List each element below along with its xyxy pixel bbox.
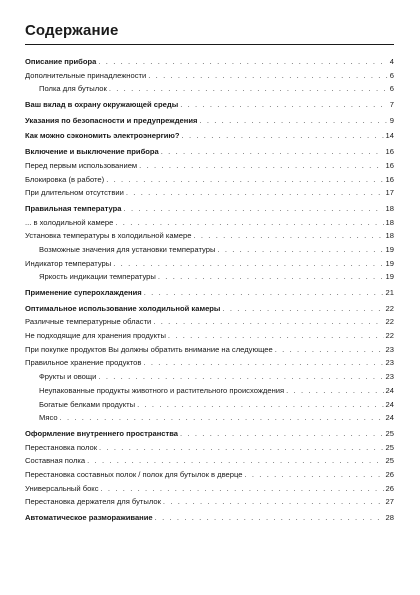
toc-entry[interactable] — [25, 495, 394, 509]
dot-leader — [222, 302, 383, 316]
toc-entry[interactable] — [25, 398, 394, 412]
toc-entry[interactable] — [25, 270, 394, 284]
dot-leader — [98, 370, 383, 384]
toc-entry[interactable] — [25, 98, 394, 112]
dot-leader — [217, 243, 383, 257]
toc-entry-label: Не подходящие для хранения продукты — [25, 331, 166, 341]
toc-entry-page-number: 16 — [385, 174, 394, 184]
toc-entry-label: Возможные значения для установки температуры — [39, 244, 216, 254]
toc-entry-label: ... в холодильной камере — [25, 217, 114, 227]
toc-entry[interactable] — [25, 482, 394, 496]
toc-entry[interactable] — [25, 302, 394, 316]
toc-entry-label: Дополнительные принадлежности — [25, 70, 147, 80]
dot-leader — [182, 129, 384, 143]
dot-leader — [106, 173, 383, 187]
toc-entry-page-number: 28 — [385, 513, 394, 522]
toc-entry[interactable] — [25, 69, 394, 83]
page-title: Содержание — [25, 22, 119, 39]
toc-entry-label: Фрукты и овощи — [39, 372, 97, 382]
dot-leader — [143, 356, 383, 370]
toc-entry-page-number: 17 — [385, 188, 394, 198]
dot-leader — [115, 216, 383, 230]
toc-entry[interactable] — [25, 468, 394, 482]
dot-leader — [99, 441, 384, 455]
toc-entry[interactable] — [25, 343, 394, 357]
toc-entry-page-number: 25 — [385, 442, 394, 452]
toc-entry-label: Перед первым использованием — [25, 160, 138, 170]
toc-entry-page-number: 16 — [385, 147, 394, 157]
dot-leader — [193, 229, 383, 243]
toc-entry-label: Полка для бутылок — [39, 84, 107, 94]
toc-entry[interactable] — [25, 427, 394, 441]
toc-entry[interactable] — [25, 129, 394, 143]
toc-entry-page-number: 6 — [389, 70, 394, 80]
dot-leader — [244, 468, 383, 482]
toc-entry[interactable] — [25, 229, 394, 243]
toc-entry-page-number: 23 — [385, 344, 394, 354]
dot-leader — [126, 186, 384, 200]
toc-entry[interactable] — [25, 286, 394, 300]
toc-entry-label: Блокировка (в работе) — [25, 174, 105, 184]
toc-entry[interactable] — [25, 315, 394, 329]
dot-leader — [163, 495, 384, 509]
dot-leader — [286, 384, 383, 398]
toc-entry-page-number: 7 — [389, 100, 394, 110]
dot-leader — [124, 202, 384, 216]
toc-entry-page-number: 9 — [389, 115, 394, 125]
toc-entry-page-number: 22 — [385, 317, 394, 327]
title-underline — [25, 44, 394, 45]
table-of-contents — [25, 55, 394, 525]
toc-entry-label: Установка температуры в холодильной камере — [25, 231, 192, 241]
toc-entry-page-number: 23 — [385, 372, 394, 382]
dot-leader — [158, 270, 384, 284]
toc-entry-label: При покупке продуктов Вы должны обратить внимание на следующее — [25, 344, 273, 354]
toc-entry-label: Правильное хранение продуктов — [25, 358, 142, 368]
toc-entry[interactable] — [25, 145, 394, 159]
toc-entry-label: Правильная температура — [25, 203, 122, 213]
toc-entry-label: Как можно сэкономить электроэнергию? — [25, 131, 180, 141]
dot-leader — [98, 55, 387, 69]
toc-entry-page-number: 24 — [385, 399, 394, 409]
dot-leader — [168, 329, 384, 343]
toc-entry-page-number: 18 — [385, 231, 394, 241]
toc-entry-page-number: 25 — [385, 428, 394, 438]
toc-entry-page-number: 22 — [385, 303, 394, 313]
dot-leader — [161, 145, 384, 159]
toc-entry[interactable] — [25, 159, 394, 173]
toc-entry-label: Яркость индикации температуры — [39, 272, 156, 282]
dot-leader — [180, 427, 384, 441]
toc-entry-page-number: 6 — [389, 84, 394, 94]
toc-entry-page-number: 18 — [385, 217, 394, 227]
toc-entry-page-number: 4 — [389, 57, 394, 66]
toc-entry-label: Включение и выключение прибора — [25, 147, 159, 157]
toc-entry-label: Ваш вклад в охрану окружающей среды — [25, 100, 179, 110]
toc-entry-page-number: 14 — [385, 131, 394, 141]
dot-leader — [113, 257, 383, 271]
toc-entry[interactable] — [25, 216, 394, 230]
toc-entry[interactable] — [25, 173, 394, 187]
toc-entry-label: Применение суперохлаждения — [25, 288, 142, 297]
toc-entry[interactable] — [25, 202, 394, 216]
toc-entry-label: Различные температурные области — [25, 317, 152, 327]
toc-entry-page-number: 24 — [385, 385, 394, 395]
dot-leader — [87, 454, 383, 468]
dot-leader — [153, 315, 383, 329]
dot-leader — [180, 98, 388, 112]
toc-entry-label: Богатые белками продукты — [39, 399, 136, 409]
toc-entry-page-number: 22 — [385, 331, 394, 341]
toc-entry[interactable] — [25, 511, 394, 525]
dot-leader — [139, 159, 383, 173]
toc-entry[interactable] — [25, 114, 394, 128]
dot-leader — [155, 511, 384, 525]
toc-entry-page-number: 16 — [385, 160, 394, 170]
toc-entry-label: При длительном отсутствии — [25, 188, 124, 198]
toc-entry-label: Мясо — [39, 413, 58, 423]
toc-entry[interactable] — [25, 329, 394, 343]
toc-entry-page-number: 27 — [385, 497, 394, 507]
toc-entry[interactable] — [25, 454, 394, 468]
toc-entry[interactable] — [25, 411, 394, 425]
toc-entry-label: Описание прибора — [25, 57, 97, 66]
dot-leader — [144, 286, 384, 300]
dot-leader — [109, 82, 388, 96]
toc-entry-page-number: 25 — [385, 456, 394, 466]
dot-leader — [148, 69, 388, 83]
toc-entry-page-number: 19 — [385, 272, 394, 282]
toc-entry-page-number: 19 — [385, 244, 394, 254]
dot-leader — [199, 114, 387, 128]
toc-entry[interactable] — [25, 82, 394, 96]
dot-leader — [275, 343, 384, 357]
toc-entry-label: Составная полка — [25, 456, 86, 466]
dot-leader — [60, 411, 384, 425]
toc-entry[interactable] — [25, 370, 394, 384]
toc-entry[interactable] — [25, 384, 394, 398]
toc-entry[interactable] — [25, 257, 394, 271]
toc-entry[interactable] — [25, 243, 394, 257]
toc-entry[interactable] — [25, 441, 394, 455]
toc-entry-page-number: 23 — [385, 358, 394, 368]
toc-entry-label: Оптимальное использование холодильной камеры — [25, 303, 221, 313]
toc-entry-page-number: 26 — [385, 483, 394, 493]
toc-entry-label: Указания по безопасности и предупреждения — [25, 115, 198, 125]
toc-entry-label: Перестановка полок — [25, 442, 98, 452]
toc-entry-label: Автоматическое размораживание — [25, 513, 153, 522]
toc-entry-label: Неупакованные продукты животного и растительного происхождения — [39, 385, 285, 395]
toc-entry[interactable] — [25, 356, 394, 370]
toc-entry-page-number: 21 — [385, 288, 394, 297]
dot-leader — [101, 482, 384, 496]
toc-entry-page-number: 26 — [385, 469, 394, 479]
toc-entry-page-number: 24 — [385, 413, 394, 423]
dot-leader — [137, 398, 383, 412]
toc-entry[interactable] — [25, 186, 394, 200]
toc-entry-label: Перестановка составных полок / полок для бутылок в дверце — [25, 469, 243, 479]
toc-entry-page-number: 19 — [385, 258, 394, 268]
toc-entry-label: Оформление внутреннего пространства — [25, 428, 179, 438]
toc-entry-label: Индикатор температуры — [25, 258, 112, 268]
toc-entry[interactable] — [25, 55, 394, 69]
toc-entry-page-number: 18 — [385, 203, 394, 213]
toc-entry-label: Универсальный бокс — [25, 483, 99, 493]
toc-entry-label: Перестановка держателя для бутылок — [25, 497, 161, 507]
